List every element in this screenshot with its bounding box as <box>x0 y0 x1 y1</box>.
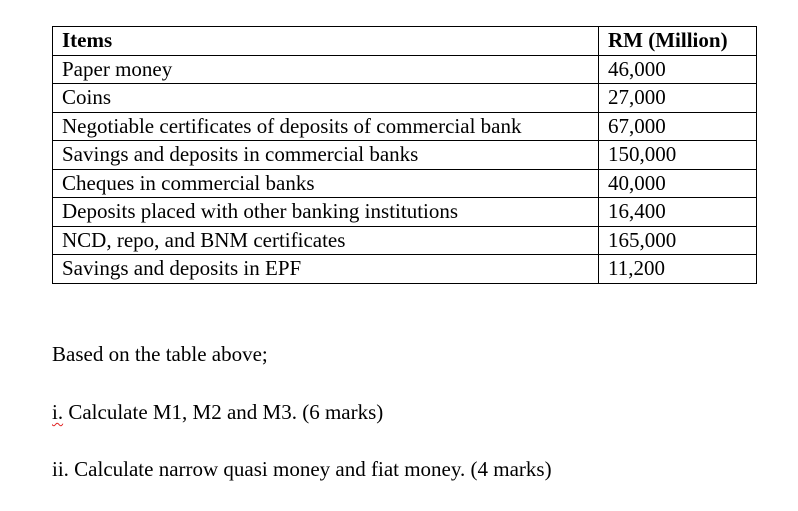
table-row <box>53 255 757 284</box>
question-1 <box>52 400 383 425</box>
table-header-row <box>53 27 757 56</box>
amount-cell: 27,000 <box>599 84 757 113</box>
item-cell: Coins <box>53 84 599 113</box>
table-row <box>53 141 757 170</box>
table-row <box>53 84 757 113</box>
column-header-amount: RM (Million) <box>599 27 757 56</box>
amount-cell: 40,000 <box>599 169 757 198</box>
question-1-number: i. <box>52 400 64 424</box>
table-row <box>53 198 757 227</box>
table-row <box>53 112 757 141</box>
item-cell: Deposits placed with other banking institutions <box>53 198 599 227</box>
table-row <box>53 55 757 84</box>
item-cell: Paper money <box>53 55 599 84</box>
amount-cell: 16,400 <box>599 198 757 227</box>
table-row <box>53 169 757 198</box>
amount-cell: 46,000 <box>599 55 757 84</box>
money-supply-table <box>52 26 757 284</box>
amount-cell: 11,200 <box>599 255 757 284</box>
item-cell: Savings and deposits in EPF <box>53 255 599 284</box>
amount-cell: 150,000 <box>599 141 757 170</box>
table-row <box>53 226 757 255</box>
intro-text: Based on the table above; <box>52 342 268 366</box>
item-cell: NCD, repo, and BNM certificates <box>53 226 599 255</box>
amount-cell: 67,000 <box>599 112 757 141</box>
column-header-items: Items <box>53 27 599 56</box>
question-2: ii. Calculate narrow quasi money and fiat money. (4 marks) <box>52 457 552 481</box>
item-cell: Cheques in commercial banks <box>53 169 599 198</box>
item-cell: Savings and deposits in commercial banks <box>53 141 599 170</box>
item-cell: Negotiable certificates of deposits of commercial bank <box>53 112 599 141</box>
amount-cell: 165,000 <box>599 226 757 255</box>
question-1-text: Calculate M1, M2 and M3. (6 marks) <box>63 400 384 424</box>
